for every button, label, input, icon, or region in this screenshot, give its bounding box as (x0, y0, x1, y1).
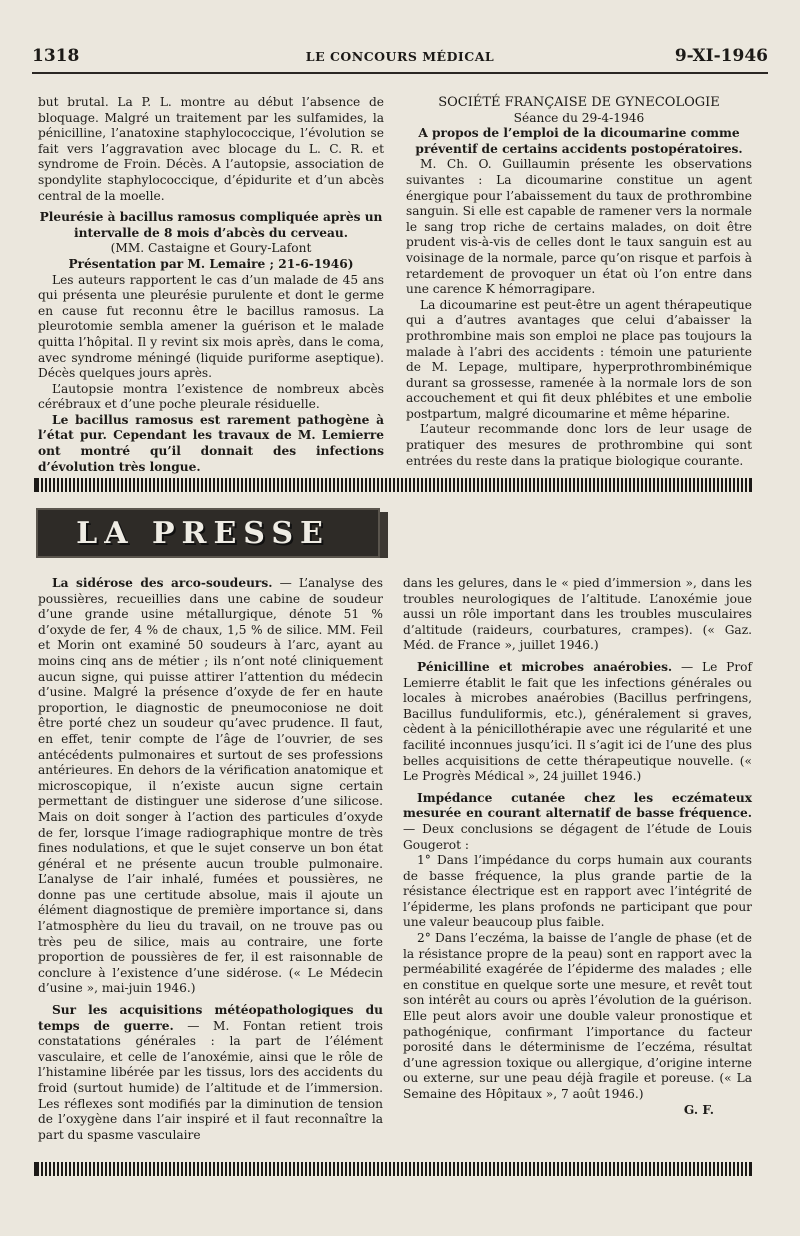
press-article (38, 1003, 383, 1143)
press-article (403, 791, 752, 853)
article-title: A propos de l’emploi de la dicoumarine comme préventif de certains accidents postopératoires. (415, 126, 743, 156)
press-article-title: Impédance cutanée chez les eczémateux mesurée en courant alternatif de basse fréquence. (403, 790, 752, 821)
issue-date: 9-XI-1946 (674, 46, 768, 66)
paragraph: 1° Dans l’impédance du corps humain aux courants de basse fréquence, la plus grande partie de la résistance électrique est en rapport avec l’intégrité de l’épiderme, les plans profonds ne participant que pour une valeur beaucoup plus faible. (403, 853, 752, 930)
page-header (32, 46, 768, 68)
top-left-column (38, 95, 384, 475)
press-article-text: — Deux conclusions se dégagent de l’étude de Louis Gougerot : (403, 821, 752, 852)
press-article-text: — L’analyse des poussières, recueillies dans une cabine de soudeur d’une grande usine métallurgique, dénote 51 % d’oxyde de fer, 4 % de chaux, 1,5 % de silice. MM. Feil et Morin ont examiné 50 soudeurs à l’arc, ayant au moins cinq ans de métier ; ils n’ont noté cliniquement aucun signe, qui puisse attirer l’attention du médecin d’usine. Malgré la présence d’oxyde de fer en haute proportion, le diagnostic de pneumoconiose ne doit être porté chez un soudeur qu’avec prudence. Il faut, en effet, tenir compte de l’âge de l’ouvrier, de ses antécédents pulmonaires et surtout de ses professions antérieures. En dehors de la vérification anatomique et microscopique, il n’existe aucun signe certain permettant de distinguer une siderose d’une silicose. Mais on doit songer à l’action des particules d’oxyde de fer, lorsque l’image radiographique montre de très fines nodulations, et que le sujet conserve un bon état général et ne présente aucun trouble pulmonaire. L’analyse de l’air inhalé, fumées et poussières, ne donne pas une certitude absolue, mais il ajoute un élément diagnostique de première importance si, dans l’atmosphère du lieu du travail, on ne trouve pas ou très peu de silice, mais au contraire, une forte proportion de poussières de fer, il est raisonnable de conclure à l’existence d’une sidérose. (« Le Médecin d’usine », mai-juin 1946.) (38, 576, 383, 996)
press-article (403, 660, 752, 785)
paragraph: La dicoumarine est peut-être un agent thérapeutique qui a d’autres avantages que celui d’abaisser la prothrombine mais son emploi ne place pas toujours la malade à l’abri des accidents : témoin une paturiente de M. Lepage, multipare, hyperprothrombinémique durant sa grossesse, ramenée à la normale lors de son accouchement et qui fit deux phlébites et une embolie postpartum, malgré dicoumarine et même héparine. (406, 297, 752, 421)
page-number: 1318 (32, 46, 80, 66)
header-rule (32, 72, 768, 74)
paragraph: Les auteurs rapportent le cas d’un malade de 45 ans qui présenta une pleurésie purulente et dont le germe en cause fut reconnu être le bacillus ramosus. La pleurotomie sembla amener la guérison et le malade quitta l’hôpital. Il y revint six mois après, dans le coma, avec syndrome méningé (liquide puriforme aseptique). Décès quelques jours après. (38, 272, 384, 381)
paragraph: Le bacillus ramosus est rarement pathogène à l’état pur. Cependant les travaux de M. Lemierre ont montré qu’il donnait des infections d’évolution très longue. (38, 412, 384, 474)
press-article-text: — M. Fontan retient trois constatations générales : la part de l’élément vasculaire, et celle de l’anoxémie, ainsi que le rôle de l’histamine libérée par les tissus, lors des accidents du froid (surtout humide) de l’altitude et de l’immersion. Les réflexes sont modifiés par la diminution de tension de l’oxygène dans l’air inspiré et il faut reconnaître la part du spasme vasculaire (38, 1018, 383, 1142)
banner-shadow (380, 512, 388, 558)
bottom-left-column (38, 576, 383, 1143)
press-article (38, 576, 383, 997)
ornamental-divider (34, 478, 752, 492)
press-article-title: La sidérose des arco-soudeurs. (52, 576, 273, 590)
article-presentation: Présentation par M. Lemaire ; 21-6-1946) (68, 256, 354, 271)
press-article-text: — Le Prof Lemierre établit le fait que les infections générales ou locales à microbes anaérobies (Bacillus perfringens, Bacillus funduliformis, etc.), généralement si graves, cèdent à la pénicillothérapie avec une régularité et une facilité inconnues jusqu’ici. Il s’agit ici de l’une des plus belles acquisitions de cette thérapeutique nouvelle. (« Le Progrès Médical », 24 juillet 1946.) (403, 659, 752, 784)
session-date: Séance du 29-4-1946 (513, 110, 645, 125)
ornamental-divider (34, 1162, 752, 1176)
author-signature: G. F. (683, 1102, 714, 1117)
paragraph: 2° Dans l’eczéma, la baisse de l’angle de phase (et de la résistance propre de la peau) sont en rapport avec la perméabilité exagérée de l’épiderme des malades ; elle en constitue en quelque sorte une mesure, et revêt tout son intérêt au cours ou après l’évolution de la guérison. Elle peut alors avoir une double valeur pronostique et pathogénique, confirmant l’importance du facteur porosité dans le déterminisme de l’eczéma, résultat d’une agression toxique ou allergique, d’origine interne ou externe, sur une peau déjà fragile et poreuse. (« La Semaine des Hôpitaux », 7 août 1946.) (403, 931, 752, 1101)
paragraph: M. Ch. O. Guillaumin présente les observations suivantes : La dicoumarine constitue un agent énergique pour l’abaissement du taux de prothrombine sanguin. Si elle est capable de ramener vers la normale le sang trop riche de certains malades, on doit être prudent vis-à-vis de celles dont le taux sanguin est au voisinage de la normale, parce qu’on risque et parfois à retardement de provoquer un état où l’on entre dans une carence K hémorragipare. (406, 157, 752, 297)
top-right-column (406, 95, 752, 469)
journal-title: LE CONCOURS MÉDICAL (305, 49, 495, 64)
paragraph: L’autopsie montra l’existence de nombreux abcès cérébraux et d’une poche pleurale résiduelle. (38, 381, 384, 412)
press-article-title: Pénicilline et microbes anaérobies. (417, 659, 673, 674)
paragraph: L’auteur recommande donc lors de leur usage de pratiquer des mesures de prothrombine qui sont entrées du reste dans la pratique biologique courante. (406, 422, 752, 468)
continued-text: but brutal. La P. L. montre au début l’absence de bloquage. Malgré un traitement par les sulfamides, la pénicilline, l’anatoxine staphylococcique, l’évolution se fait vers l’aggravation avec blocage du L. C. R. et syndrome de Froin. Décès. A l’autopsie, association de spondylite staphylococcique, d’épidurite et d’un abcès central de la moelle. (38, 95, 384, 203)
press-article-title: Sur les acquisitions météopathologiques du temps de guerre. (38, 1003, 383, 1033)
article-authors: (MM. Castaigne et Goury-Lafont (110, 241, 312, 256)
section-banner (36, 508, 380, 558)
society-name: SOCIÉTÉ FRANÇAISE DE GYNECOLOGIE (438, 95, 720, 110)
article-title: Pleurésie à bacillus ramosus compliquée après un intervalle de 8 mois d’abcès du cerveau. (39, 210, 383, 240)
continued-text: dans les gelures, dans le « pied d’immersion », dans les troubles neurologiques de l’altitude. L’anoxémie joue aussi un rôle important dans les troubles musculaires d’altitude (raideurs, courbatures, crampes). (« Gaz. Méd. de France », juillet 1946.) (403, 576, 752, 653)
section-title: LA PRESSE (76, 516, 330, 551)
bottom-right-column (403, 576, 752, 1118)
